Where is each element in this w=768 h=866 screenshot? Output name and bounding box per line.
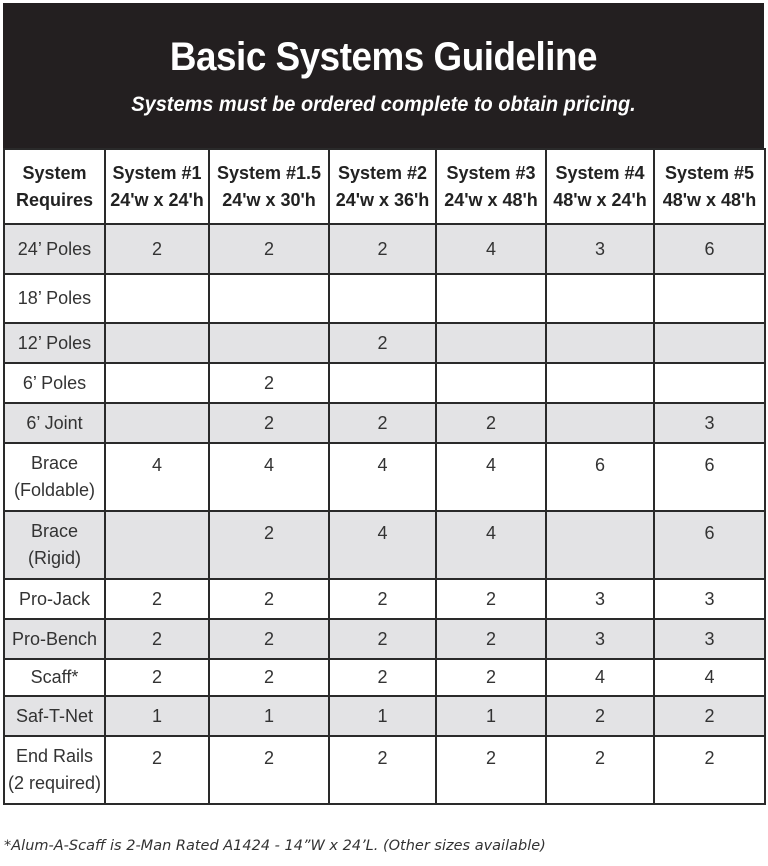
table-cell: 4 <box>654 659 765 696</box>
table-cell: 4 <box>329 443 436 511</box>
table-cell: 2 <box>329 323 436 363</box>
column-header: System #3 24'w x 48'h <box>436 149 546 224</box>
table-cell: 1 <box>209 696 329 736</box>
table-cell <box>436 323 546 363</box>
row-label: Saf-T-Net <box>4 696 105 736</box>
table-cell: 2 <box>329 224 436 274</box>
table-cell: 6 <box>654 443 765 511</box>
table-cell <box>209 274 329 323</box>
table-cell: 2 <box>546 696 654 736</box>
table-row <box>4 443 765 511</box>
table-cell <box>329 274 436 323</box>
table-cell <box>209 323 329 363</box>
table-cell: 2 <box>105 579 209 619</box>
page-subtitle: Systems must be ordered complete to obtain pricing. <box>131 93 636 116</box>
table-cell: 4 <box>209 443 329 511</box>
table-cell <box>654 323 765 363</box>
table-cell: 1 <box>105 696 209 736</box>
table-row <box>4 403 765 443</box>
table-cell <box>105 511 209 579</box>
table-row <box>4 363 765 403</box>
table-cell <box>546 274 654 323</box>
table-cell: 6 <box>546 443 654 511</box>
table-cell: 2 <box>209 579 329 619</box>
table-cell: 2 <box>329 659 436 696</box>
column-header: System #2 24'w x 36'h <box>329 149 436 224</box>
table-cell <box>654 274 765 323</box>
table-cell: 2 <box>209 224 329 274</box>
table-cell: 4 <box>105 443 209 511</box>
table-cell <box>436 363 546 403</box>
table-row <box>4 511 765 579</box>
table-cell: 6 <box>654 511 765 579</box>
table-row <box>4 736 765 804</box>
table-cell <box>105 323 209 363</box>
table-cell <box>546 363 654 403</box>
table-cell: 4 <box>436 224 546 274</box>
table-cell: 2 <box>105 224 209 274</box>
row-label: End Rails (2 required) <box>4 736 105 804</box>
table-cell: 2 <box>329 736 436 804</box>
row-label: Brace (Foldable) <box>4 443 105 511</box>
table-row <box>4 696 765 736</box>
table-cell: 2 <box>209 363 329 403</box>
table-cell: 2 <box>209 659 329 696</box>
table-cell: 3 <box>546 619 654 659</box>
table-cell: 3 <box>654 619 765 659</box>
systems-table <box>3 148 766 805</box>
row-label: 24’ Poles <box>4 224 105 274</box>
table-row <box>4 274 765 323</box>
table-cell: 2 <box>654 696 765 736</box>
table-cell <box>546 323 654 363</box>
table-cell: 2 <box>436 579 546 619</box>
table-cell: 1 <box>329 696 436 736</box>
table-cell: 2 <box>436 619 546 659</box>
table-row <box>4 323 765 363</box>
row-label: 18’ Poles <box>4 274 105 323</box>
table-cell: 3 <box>654 403 765 443</box>
table-cell <box>436 274 546 323</box>
table-cell: 2 <box>105 659 209 696</box>
table-cell: 4 <box>329 511 436 579</box>
table-cell: 6 <box>654 224 765 274</box>
table-cell: 3 <box>654 579 765 619</box>
table-cell <box>654 363 765 403</box>
table-cell: 2 <box>329 619 436 659</box>
row-label: 6’ Joint <box>4 403 105 443</box>
table-cell: 2 <box>209 403 329 443</box>
table-cell <box>105 403 209 443</box>
table-cell <box>546 403 654 443</box>
table-cell: 2 <box>329 579 436 619</box>
page-title: Basic Systems Guideline <box>169 35 598 79</box>
table-cell: 2 <box>546 736 654 804</box>
table-row <box>4 619 765 659</box>
table-cell: 4 <box>436 443 546 511</box>
row-label: Pro-Bench <box>4 619 105 659</box>
row-label: Brace (Rigid) <box>4 511 105 579</box>
table-cell: 2 <box>436 403 546 443</box>
footnote: *Alum-A-Scaff is 2-Man Rated A1424 - 14”W x 24’L. (Other sizes available) <box>4 838 546 854</box>
table-cell: 2 <box>105 619 209 659</box>
table-cell <box>546 511 654 579</box>
column-header: System #1 24'w x 24'h <box>105 149 209 224</box>
table-cell: 2 <box>105 736 209 804</box>
column-header: System Requires <box>4 149 105 224</box>
row-label: Pro-Jack <box>4 579 105 619</box>
table-cell: 2 <box>436 736 546 804</box>
table-cell <box>329 363 436 403</box>
table-header-row <box>4 149 765 224</box>
table-cell: 3 <box>546 224 654 274</box>
row-label: Scaff* <box>4 659 105 696</box>
table-cell <box>105 274 209 323</box>
table-cell: 1 <box>436 696 546 736</box>
column-header: System #5 48'w x 48'h <box>654 149 765 224</box>
table-cell: 2 <box>436 659 546 696</box>
column-header: System #1.5 24'w x 30'h <box>209 149 329 224</box>
table-cell: 2 <box>654 736 765 804</box>
table-row <box>4 659 765 696</box>
title-banner <box>3 3 764 148</box>
row-label: 6’ Poles <box>4 363 105 403</box>
table-row <box>4 224 765 274</box>
table-cell <box>105 363 209 403</box>
table-cell: 4 <box>436 511 546 579</box>
table-cell: 2 <box>209 736 329 804</box>
table-cell: 4 <box>546 659 654 696</box>
table-row <box>4 579 765 619</box>
table-cell: 2 <box>209 511 329 579</box>
row-label: 12’ Poles <box>4 323 105 363</box>
table-cell: 2 <box>209 619 329 659</box>
table-cell: 2 <box>329 403 436 443</box>
table-cell: 3 <box>546 579 654 619</box>
column-header: System #4 48'w x 24'h <box>546 149 654 224</box>
